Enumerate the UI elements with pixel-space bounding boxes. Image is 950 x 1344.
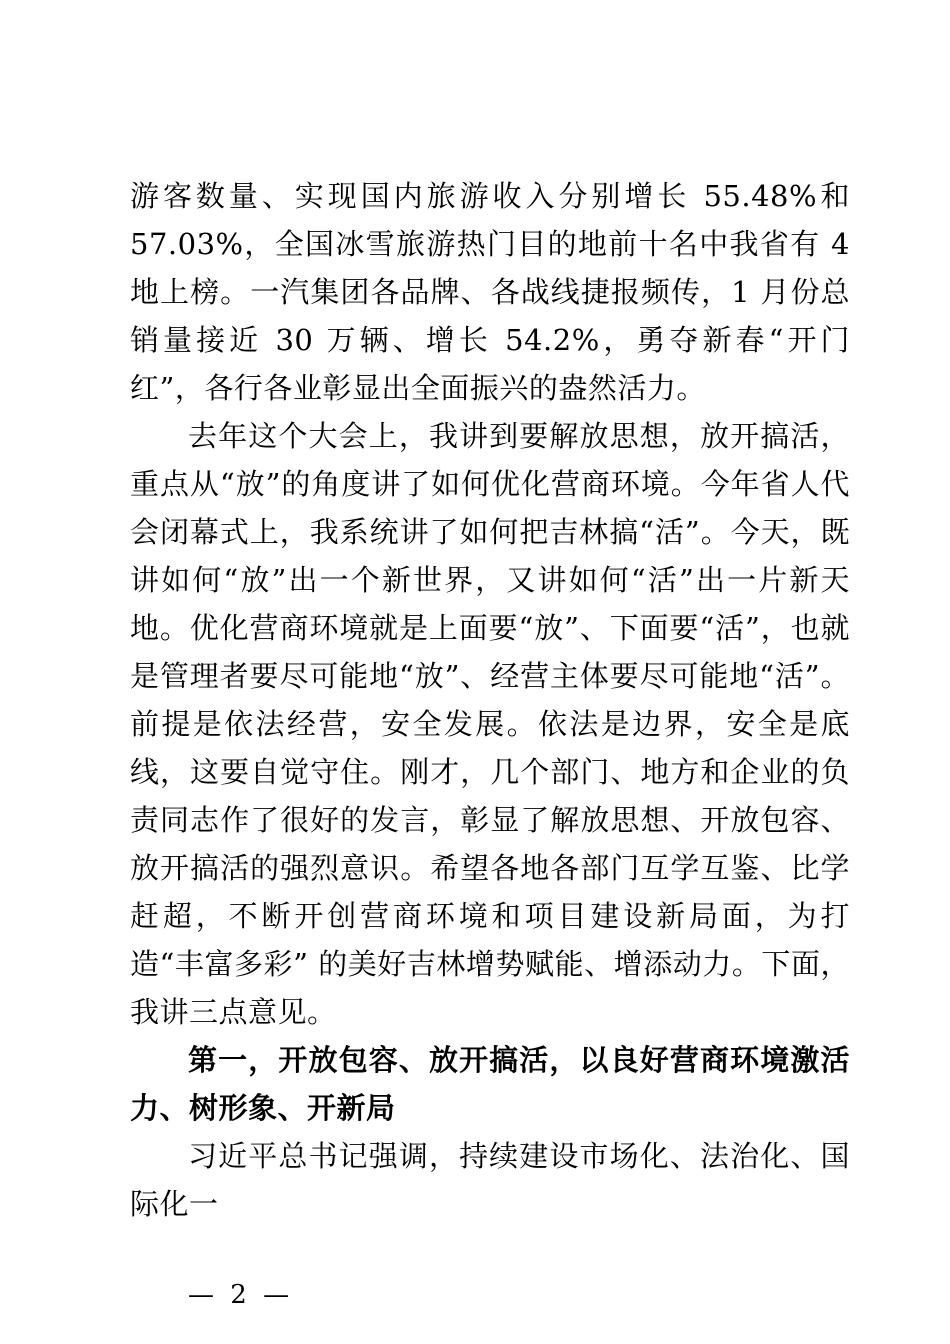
section-heading: 第一，开放包容、放开搞活，以良好营商环境激活力、树形象、开新局 [130, 1043, 850, 1125]
paragraph: 习近平总书记强调，持续建设市场化、法治化、国际化一 [130, 1139, 850, 1221]
document-body [130, 172, 850, 1228]
paragraph: 去年这个大会上，我讲到要解放思想，放开搞活，重点从“放”的角度讲了如何优化营商环境。今年省人代会闭幕式上，我系统讲了如何把吉林搞“活”。今天，既讲如何“放”出一个新世界，又讲如何“活”出一片新天地。优化营商环境就是上面要“放”、下面要“活”，也就是管理者要尽可能地“放”、经营主体要尽可能地“活”。前提是依法经营，安全发展。依法是边界，安全是底线，这要自觉守住。刚才，几个部门、地方和企业的负责同志作了很好的发言，彰显了解放思想、开放包容、放开搞活的强烈意识。希望各地各部门互学互鉴、比学赶超，不断开创营商环境和项目建设新局面，为打造“丰富多彩” 的美好吉林增势赋能、增添动力。下面，我讲三点意见。 [130, 419, 850, 1029]
page-number: — 2 — [188, 1280, 294, 1310]
paragraph-continuation: 游客数量、实现国内旅游收入分别增长 55.48%和 57.03%，全国冰雪旅游热门目的地前十名中我省有 4 地上榜。一汽集团各品牌、各战线捷报频传，1 月份总销量接近 30 万辆、增长 54.2%，勇夺新春“开门红”，各行各业彰显出全面振兴的盎然活力。 [130, 179, 850, 405]
